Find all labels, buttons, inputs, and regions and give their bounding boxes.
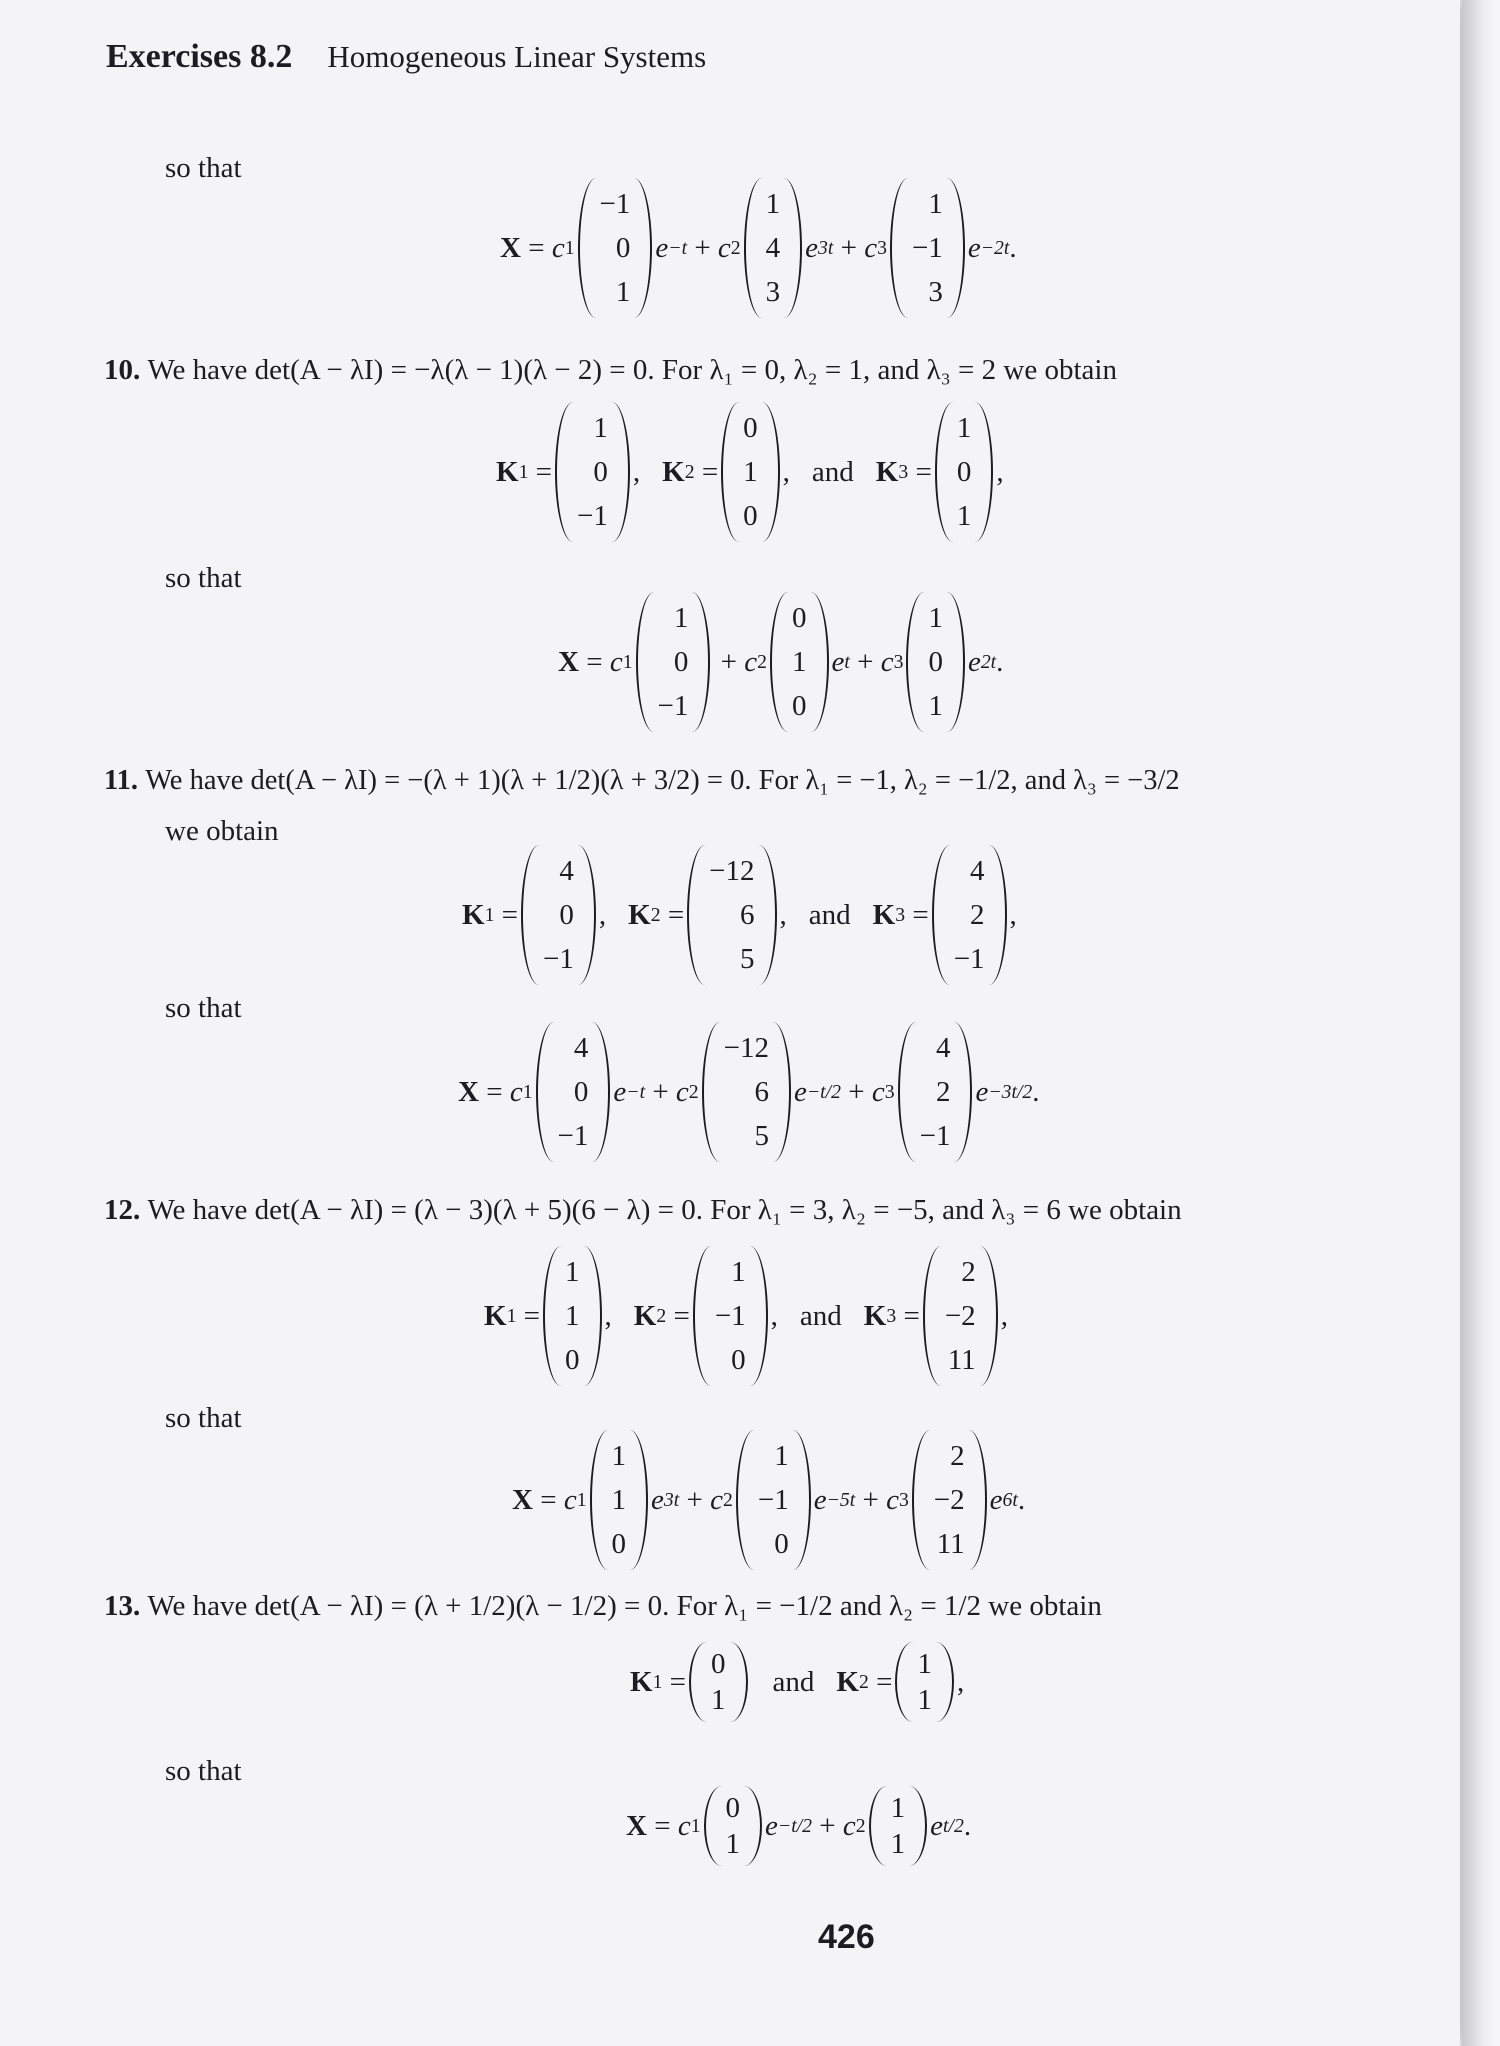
section-label: Exercises 8.2 [106,38,293,75]
vector-entry: 1 [611,1440,627,1472]
vector-entries [722,1786,745,1866]
vector-entry: 4 [573,1032,589,1064]
vector-entries [539,845,578,985]
section-title: Homogeneous Linear Systems [327,39,707,74]
vector-9-2 [744,178,803,318]
vector-entries [908,178,947,318]
vector-entry: −12 [709,855,755,887]
vector-entry: 0 [593,456,608,488]
solution-13: X = c 1 0 1 e −t/2 + c 2 1 1 e t/2 . [626,1786,971,1866]
vector-entry: 0 [711,1648,726,1680]
vector-entry: 0 [956,456,972,488]
vector-entries [711,1246,750,1386]
vector-entry: 1 [890,1828,906,1860]
vector-entry: 5 [740,943,755,975]
vector-entries [573,402,612,542]
vector-entry: 4 [765,232,781,264]
vector-entry: −12 [723,1032,770,1064]
vector-entries [953,402,976,542]
vector-entries [561,1246,584,1386]
page-number: 426 [818,1918,875,1956]
so-that-label: so that [165,1755,242,1787]
vector-entry: 1 [928,602,943,634]
vector-entry: 0 [559,899,574,931]
vector-entry: 4 [970,855,985,887]
vector-entry: 1 [890,1792,906,1824]
vector-entries [887,1786,910,1866]
vector-entry: 5 [754,1120,770,1152]
vector-entries [608,1430,631,1570]
page-edge-shadow [1462,0,1500,2046]
vector-entry: 1 [615,276,631,308]
vector-entries [754,1430,793,1570]
vector-entries [596,178,635,318]
vector-entry: 0 [743,412,758,444]
vector-entry: 3 [765,276,781,308]
vector-entry: 1 [956,412,972,444]
so-that-label: so that [165,152,242,184]
vector-entry: −1 [714,1300,746,1332]
vector-entry: −1 [757,1484,789,1516]
vector-entry: 1 [565,1300,580,1332]
so-that-label: so that [165,992,242,1024]
vector-entry: 1 [725,1828,741,1860]
vector-entry: 0 [673,646,689,678]
vector-entry: −1 [599,188,631,220]
eigenvectors-12: K 1 = 1 1 0 , K 2 = 1 −1 0 , and K 3 = 2 −2 11 , [484,1246,1008,1386]
vector-entry: −2 [944,1300,976,1332]
vector-entry: −1 [919,1120,951,1152]
vector-entry: 1 [565,1256,580,1288]
vector-entries [916,1022,955,1162]
vector-entry: 1 [611,1484,627,1516]
vector-entries [707,1642,730,1722]
vector-entry: 11 [947,1344,976,1376]
so-that-label: so that [165,1402,242,1434]
vector-entry: 1 [928,188,943,220]
vector-9-3 [890,178,965,318]
vector-entry: −1 [577,500,608,532]
vector-entries [762,178,785,318]
vector-entry: 4 [559,855,574,887]
we-obtain-label: we obtain [165,815,279,847]
vector-entry: 1 [765,188,781,220]
vector-entry: 2 [950,1440,965,1472]
solution-12: X = c 1 1 1 0 e 3t + c 2 1 −1 0 e −5t + c 3 2 −2 11 e 6t . [512,1430,1025,1570]
vector-entry: 6 [754,1076,770,1108]
eigenvectors-10: K 1 = 1 0 −1 , K 2 = 0 1 0 , and K 3 = 1 0 1 , [496,402,1004,542]
vector-entry: 6 [740,899,755,931]
vector-entries [924,592,947,732]
vector-entries [913,1642,936,1722]
vector-entry: −1 [543,943,574,975]
vector-entry: 1 [928,690,943,722]
vector-entry: 0 [743,500,758,532]
vector-entry: 1 [956,500,972,532]
vector-entries [788,592,811,732]
vector-entry: 4 [935,1032,951,1064]
vector-entry: 2 [970,899,985,931]
so-that-label: so that [165,562,242,594]
eigenvectors-13: K 1 = 0 1 and K 2 = 1 1 , [630,1642,964,1722]
vector-entry: 0 [928,646,943,678]
vector-entry: 1 [774,1440,789,1472]
vector-entry: 2 [935,1076,951,1108]
vector-entry: 1 [917,1684,932,1716]
vector-entries [554,1022,593,1162]
vector-entry: 1 [593,412,608,444]
vector-entry: 0 [565,1344,580,1376]
vector-entry: 0 [792,602,807,634]
vector-entry: 0 [731,1344,746,1376]
vector-entry: 1 [711,1684,726,1716]
vector-entry: 11 [936,1528,965,1560]
solution-11: X = c 1 4 0 −1 e −t + c 2 −12 6 5 e −t/2 + c 3 4 2 −1 e −3t/2 . [458,1022,1040,1162]
running-header [106,38,706,76]
solution-9: X = c 1 −1 0 1 e −t + c 2 1 4 3 e 3t + c 3 1 −1 3 e −2t . [500,178,1017,318]
problem-13-statement: 13. We have det(A − λI) = (λ + 1/2)(λ − 1/2) = 0. For λ₁ = −1/2 and λ₂ = 1/2 we obtain [104,1590,1102,1622]
vector-entry: 0 [573,1076,589,1108]
vector-entry: 1 [731,1256,746,1288]
vector-entry: −2 [933,1484,965,1516]
vector-entry: 1 [743,456,758,488]
vector-entry: 0 [792,690,807,722]
vector-entry: −1 [557,1120,589,1152]
solution-10: X = c 1 1 0 −1 + c 2 0 1 0 e t + c 3 1 0 1 e 2t . [558,592,1003,732]
vector-entries [950,845,989,985]
problem-11-statement: 11. We have det(A − λI) = −(λ + 1)(λ + 1/2)(λ + 3/2) = 0. For λ₁ = −1, λ₂ = −1/2, and λ₃ = −3/2 [104,765,1180,796]
vector-entry: −1 [657,690,689,722]
vector-9-1 [578,178,653,318]
vector-entries [739,402,762,542]
vector-entry: 1 [673,602,689,634]
problem-12-statement: 12. We have det(A − λI) = (λ − 3)(λ + 5)(6 − λ) = 0. For λ₁ = 3, λ₂ = −5, and λ₃ = 6 we obtain [104,1194,1182,1226]
vector-entries [930,1430,969,1570]
vector-entry: 0 [611,1528,627,1560]
vector-entry: 3 [928,276,943,308]
vector-entry: −1 [953,943,985,975]
vector-entry: 2 [961,1256,976,1288]
vector-entries [720,1022,773,1162]
vector-entry: 0 [774,1528,789,1560]
vector-entries [705,845,758,985]
vector-entries [941,1246,980,1386]
vector-entry: −1 [911,232,943,264]
vector-entry: 0 [725,1792,741,1824]
vector-entry: 1 [792,646,807,678]
problem-10-statement: 10. We have det(A − λI) = −λ(λ − 1)(λ − 2) = 0. For λ₁ = 0, λ₂ = 1, and λ₃ = 2 we obtain [104,354,1117,386]
vector-entries [654,592,693,732]
vector-entry: 1 [917,1648,932,1680]
eigenvectors-11: K 1 = 4 0 −1 , K 2 = −12 6 5 , and K 3 = 4 2 −1 , [462,845,1017,985]
vector-entry: 0 [615,232,631,264]
